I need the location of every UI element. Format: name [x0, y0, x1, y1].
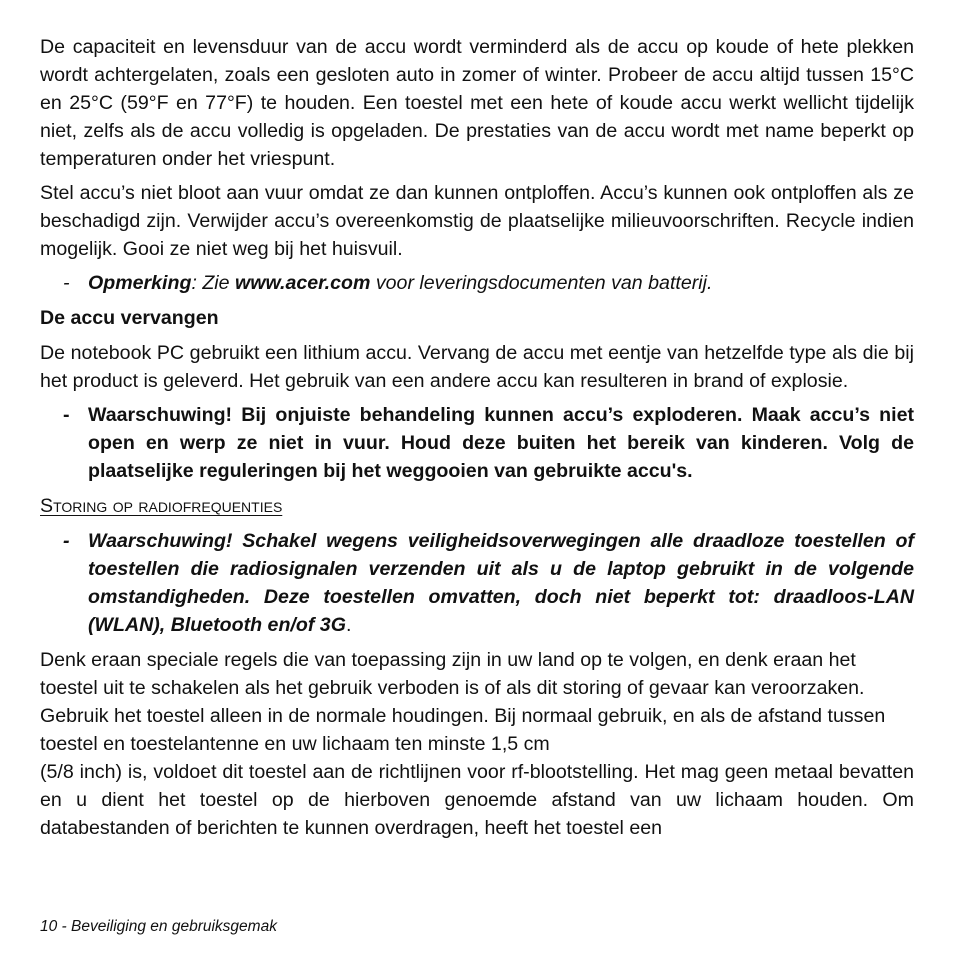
section-heading-radio-interference: Storing op radiofrequenties	[40, 495, 283, 517]
warning-body	[88, 527, 914, 639]
acer-website-link[interactable]: www.acer.com	[235, 272, 371, 294]
note-dash: -	[63, 272, 70, 294]
note-text-before: : Zie	[191, 272, 235, 294]
page-footer: 10 - Beveiliging en gebruiksgemak	[40, 918, 277, 935]
paragraph-battery-temperature: De capaciteit en levensduur van de accu wordt verminderd als de accu op koude of hete plekken wordt achtergelaten, zoals een gesloten auto in zomer of winter. Probeer de accu altijd tussen 15°C en 25°C (59°F en 77°F) te houden. Een toestel met een hete of koude accu werkt wellicht tijdelijk niet, zelfs als de accu volledig is opgeladen. De prestaties van de accu wordt met name beperkt op temperaturen onder het vriespunt.	[40, 36, 914, 170]
note-label: Opmerking	[88, 272, 192, 294]
note-acer-website	[40, 269, 914, 297]
document-page	[40, 33, 914, 842]
warning-body: Waarschuwing! Bij onjuiste behandeling kunnen accu’s exploderen. Maak accu’s niet open en werp ze niet in vuur. Houd deze buiten het bereik van kinderen. Volg de plaatselijke reguleringen bij het weggooien van gebruikte accu's.	[88, 404, 914, 482]
warning-dash: -	[63, 530, 70, 552]
paragraph-rf-exposure-part2: (5/8 inch) is, voldoet dit toestel aan de richtlijnen voor rf-blootstelling. Het mag geen metaal bevatten en u dient het toestel op de hierboven genoemde afstand van uw lichaam houden. Om databestanden of berichten te kunnen overdragen, heeft het toestel een	[40, 761, 914, 839]
note-body	[88, 269, 914, 297]
section-heading-replace-battery: De accu vervangen	[40, 307, 219, 329]
paragraph-rf-exposure-part1: Denk eraan speciale regels die van toepassing zijn in uw land op te volgen, en denk eraan het toestel uit te schakelen als het gebruik verboden is of als dit storing of gevaar kan veroorzaken. Gebruik het toestel alleen in de normale houdingen. Bij normaal gebruik, en als de afstand tussen toestel en toestelantenne en uw lichaam ten minste 1,5 cm	[40, 649, 886, 755]
warning-dash: -	[63, 404, 70, 426]
warning-battery-explosion	[40, 401, 914, 485]
warning-trailing-period: .	[345, 614, 352, 636]
warning-wireless-devices	[40, 527, 914, 639]
paragraph-battery-disposal: Stel accu’s niet bloot aan vuur omdat ze dan kunnen ontploffen. Accu’s kunnen ook ontploffen als ze beschadigd zijn. Verwijder accu’s overeenkomstig de plaatselijke milieuvoorschriften. Recycle indien mogelijk. Gooi ze niet weg bij het huisvuil.	[40, 182, 914, 260]
paragraph-replace-battery: De notebook PC gebruikt een lithium accu. Vervang de accu met eentje van hetzelfde type als die bij het product is geleverd. Het gebruik van een andere accu kan resulteren in brand of explosie.	[40, 342, 914, 392]
warning-text: Waarschuwing! Schakel wegens veiligheidsoverwegingen alle draadloze toestellen of toestellen die radiosignalen verzenden uit als u de laptop gebruikt in de volgende omstandigheden. Deze toestellen omvatten, doch niet beperkt tot: draadloos-LAN (WLAN), Bluetooth en/of 3G	[88, 530, 914, 636]
note-text-after: voor leveringsdocumenten van batterij.	[370, 272, 713, 294]
